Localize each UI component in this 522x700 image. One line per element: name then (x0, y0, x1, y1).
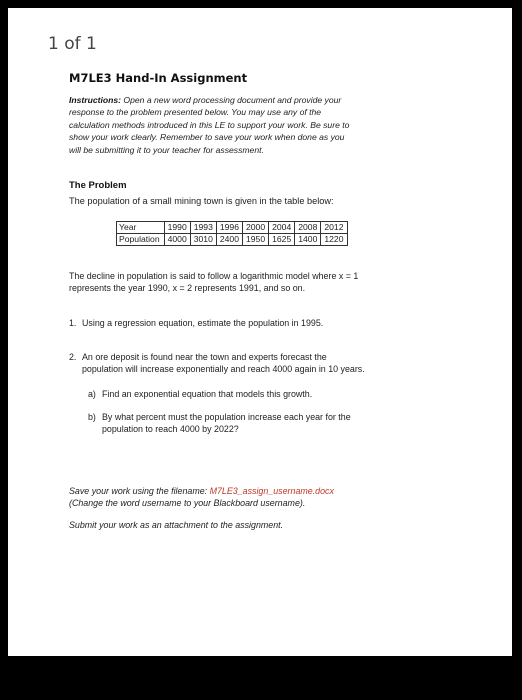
instructions-line: response to the problem presented below. You may use any of the (69, 107, 322, 118)
problem-heading: The Problem (69, 180, 127, 191)
table-cell: 1990 (164, 222, 190, 234)
table-row (117, 234, 348, 246)
save-note: (Change the word username to your Blackboard username). (69, 498, 306, 508)
table-cell: 1993 (190, 222, 216, 234)
question-text (82, 352, 462, 375)
instructions-line: show your work clearly. Remember to save your work when done as you (69, 132, 345, 143)
submit-instructions: Submit your work as an attachment to the assignment. (69, 520, 284, 530)
page-counter: 1 of 1 (48, 34, 97, 54)
subquestion-text (102, 412, 442, 435)
subquestion-line: By what percent must the population increase each year for the (102, 412, 351, 422)
filename: M7LE3_assign_username.docx (209, 486, 334, 496)
table-cell: 2004 (269, 222, 295, 234)
subquestion-text: Find an exponential equation that models this growth. (102, 389, 313, 399)
table-cell: 1996 (216, 222, 242, 234)
question-line: population will increase exponentially and reach 4000 again in 10 years. (82, 363, 365, 374)
table-row-header: Population (117, 234, 165, 246)
question-number: 2. (69, 352, 77, 362)
save-instructions (69, 485, 469, 509)
table-cell: 1220 (321, 234, 347, 246)
instructions-paragraph (69, 94, 459, 156)
question-number: 1. (69, 318, 77, 328)
instructions-line: will be submitting it to your teacher for assessment. (69, 144, 264, 155)
table-cell: 2008 (295, 222, 321, 234)
model-line: represents the year 1990, x = 2 represents 1991, and so on. (69, 282, 306, 293)
instructions-line: calculation methods introduced in this LE to support your work. Be sure to (69, 119, 350, 130)
table-cell: 2000 (243, 222, 269, 234)
question-text: Using a regression equation, estimate the population in 1995. (82, 318, 324, 328)
model-line: The decline in population is said to follow a logarithmic model where x = 1 (69, 271, 359, 281)
table-cell: 3010 (190, 234, 216, 246)
model-description (69, 271, 469, 294)
save-prefix: Save your work using the filename: (69, 486, 210, 496)
table-cell: 1400 (295, 234, 321, 246)
question-line: An ore deposit is found near the town and experts forecast the (82, 352, 327, 362)
subquestion-line: population to reach 4000 by 2022? (102, 423, 239, 434)
table-cell: 1950 (243, 234, 269, 246)
problem-intro: The population of a small mining town is given in the table below: (69, 196, 334, 206)
table-row-header: Year (117, 222, 165, 234)
table-cell: 2400 (216, 234, 242, 246)
population-table (116, 221, 348, 246)
table-row (117, 222, 348, 234)
table-cell: 1625 (269, 234, 295, 246)
table-cell: 2012 (321, 222, 347, 234)
instructions-label: Instructions: (69, 95, 122, 105)
instructions-line: Open a new word processing document and provide your (121, 95, 342, 105)
assignment-title: M7LE3 Hand-In Assignment (69, 71, 248, 85)
subquestion-label: a) (88, 389, 96, 399)
table-cell: 4000 (164, 234, 190, 246)
subquestion-label: b) (88, 412, 96, 422)
document-page (8, 8, 512, 656)
